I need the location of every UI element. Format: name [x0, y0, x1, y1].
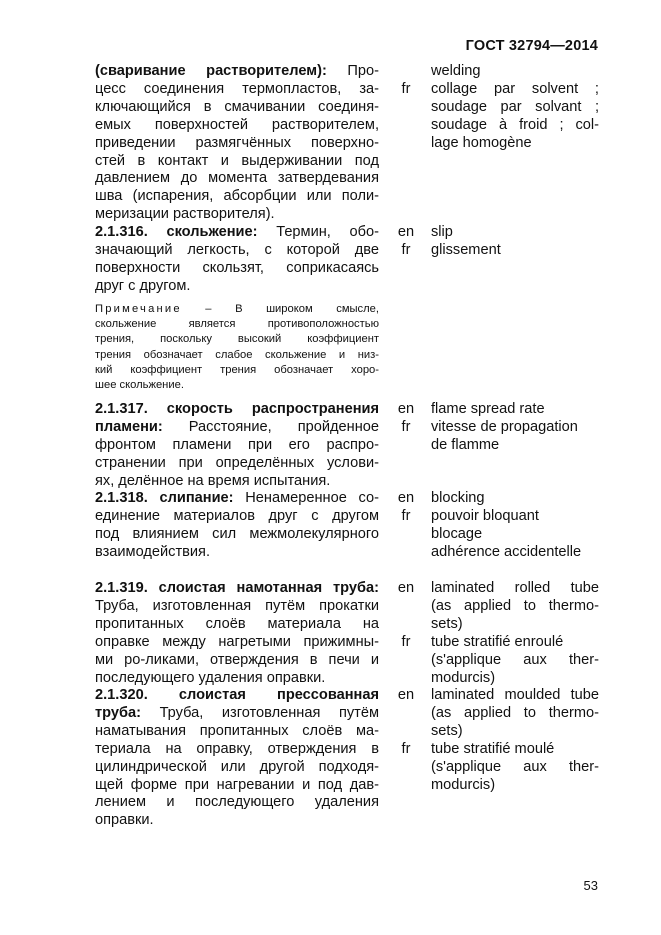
definition-line: [95, 188, 379, 206]
lang-code: fr: [401, 633, 411, 650]
definition-text: ми ро-ликами, отверждения в печи и: [95, 651, 379, 668]
definition-text: под влиянием сил межмолекулярного: [95, 525, 379, 542]
definition-line: [95, 794, 379, 812]
definition-line: [95, 437, 379, 455]
term-heading: 2.1.316. скольжение:: [95, 224, 258, 240]
lang-code: en: [397, 401, 415, 417]
lang-code: fr: [401, 80, 411, 97]
note-line: скольжение является противоположностью: [95, 318, 379, 331]
lang-code: en: [397, 687, 415, 703]
definition-line: [95, 723, 379, 741]
entry-lang-codes: [392, 490, 420, 526]
definition-line: [95, 705, 379, 723]
standard-header: ГОСТ 32794—2014: [465, 38, 598, 54]
entry-ru-text: [95, 401, 379, 491]
translation-term: modurcis): [431, 776, 496, 793]
definition-text: ключающийся в смачивании соединя-: [95, 98, 379, 115]
translation-term: welding: [431, 63, 481, 79]
definition-text: цилиндрической или другой подходя-: [95, 758, 379, 775]
lang-code: [392, 723, 420, 741]
definition-line: [95, 99, 379, 117]
definition-line: [95, 652, 379, 670]
definition-text: поверхности скользят, соприкасаясь: [95, 259, 379, 276]
entry-translations: [431, 224, 599, 260]
definition-line: [95, 81, 379, 99]
translation-term: tube stratifié enroulé: [431, 633, 564, 650]
entry-note: [95, 302, 379, 393]
definition-text: стей в контакт и выдерживании под: [95, 152, 379, 169]
lang-code: fr: [401, 740, 411, 757]
definition-line: [95, 544, 379, 562]
entry-lang-codes: [392, 224, 420, 260]
lang-code: fr: [401, 241, 411, 258]
translation-term: laminated rolled tube: [431, 580, 599, 596]
definition-text: взаимодействия.: [95, 543, 211, 560]
definition-line: [95, 687, 379, 705]
translation-term: adhérence accidentelle: [431, 543, 582, 560]
definition-line: [95, 63, 379, 81]
entry-translations: [431, 63, 599, 153]
definition-line: [95, 473, 379, 491]
definition-text: наматывания пропитанных слоёв ма-: [95, 722, 379, 739]
definition-line: [95, 634, 379, 652]
definition-text: друг с другом.: [95, 277, 191, 294]
translation-term: blocking: [431, 490, 485, 506]
translation-term: collage par solvent ;: [431, 80, 599, 97]
term-heading: пламени:: [95, 418, 163, 435]
definition-text: меризации растворителя).: [95, 206, 275, 223]
definition-text: цесс соединения термопластов, за-: [95, 80, 379, 97]
definition-text: Расстояние, пройденное: [162, 418, 379, 435]
definition-line: [95, 455, 379, 473]
translation-term: (s'applique aux ther-: [431, 758, 599, 775]
lang-code: fr: [401, 418, 411, 435]
definition-text: Труба, изготовленная путём: [140, 704, 379, 721]
term-heading: 2.1.317. скорость распространения: [95, 401, 379, 417]
translation-term: lage homogène: [431, 134, 532, 151]
lang-code: [392, 705, 420, 723]
definition-text: оправке между нагретыми прижимны-: [95, 633, 379, 650]
entry-ru-text: [95, 687, 379, 830]
term-heading: 2.1.320. слоистая прессованная: [95, 687, 379, 703]
definition-line: [95, 508, 379, 526]
definition-line: [95, 135, 379, 153]
lang-code: [392, 616, 420, 634]
definition-text: оправки.: [95, 812, 154, 829]
page-number: 53: [583, 878, 598, 893]
definition-text: шва (испарения, абсорбции или поли-: [95, 188, 379, 205]
definition-text: емых поверхностей растворителем,: [95, 116, 379, 133]
entry-ru-text: [95, 224, 379, 296]
definition-line: [95, 598, 379, 616]
entry-ru-text: [95, 580, 379, 687]
definition-text: последующего удаления оправки.: [95, 669, 326, 686]
translation-term: de flamme: [431, 436, 500, 453]
definition-text: ях, делённое на время испытания.: [95, 472, 331, 489]
definition-line: [95, 777, 379, 795]
entry-lang-codes: [392, 63, 420, 99]
entry-ru-text: [95, 63, 379, 224]
translation-term: sets): [431, 722, 463, 739]
note-line: кий коэффициент трения обозначает хоро-: [95, 363, 379, 376]
lang-code: [392, 598, 420, 616]
translation-term: blocage: [431, 525, 483, 542]
definition-text: Термин, обо-: [257, 224, 380, 240]
definition-line: [95, 812, 379, 830]
entry-translations: [431, 580, 599, 687]
translation-term: sets): [431, 615, 463, 632]
lang-code: en: [397, 490, 415, 506]
term-heading: (сваривание растворителем):: [95, 63, 327, 79]
translation-term: soudage par solvant ;: [431, 98, 599, 115]
term-heading: 2.1.319. слоистая намотанная труба:: [95, 580, 379, 596]
definition-line: [95, 206, 379, 224]
translation-term: modurcis): [431, 669, 496, 686]
definition-text: Труба, изготовленная путём прокатки: [95, 597, 379, 614]
note-line: шее скольжение.: [95, 379, 184, 392]
definition-line: [95, 242, 379, 260]
definition-line: [95, 616, 379, 634]
translation-term: tube stratifié moulé: [431, 740, 555, 757]
translation-term: vitesse de propagation: [431, 418, 578, 435]
translation-term: slip: [431, 224, 453, 240]
translation-term: (as applied to thermo-: [431, 704, 599, 721]
definition-line: [95, 759, 379, 777]
definition-line: [95, 117, 379, 135]
definition-text: значающий легкость, с которой две: [95, 241, 379, 258]
term-heading: труба:: [95, 704, 141, 721]
note-line: трения, поскольку высокий коэффициент: [95, 333, 379, 346]
definition-text: фронтом пламени при его распро-: [95, 436, 379, 453]
definition-text: пропитанных слоёв материала на: [95, 615, 379, 632]
definition-text: лением и последующего удаления: [95, 794, 379, 811]
definition-text: Про-: [326, 63, 379, 79]
note-line: – В широком смысле,: [181, 303, 379, 315]
definition-text: Ненамеренное со-: [233, 490, 379, 506]
entry-lang-codes: [392, 401, 420, 437]
translation-term: flame spread rate: [431, 401, 545, 417]
translation-term: laminated moulded tube: [431, 687, 599, 703]
translation-term: soudage à froid ; col-: [431, 116, 599, 133]
entry-ru-text: [95, 490, 379, 562]
lang-code: en: [397, 580, 415, 596]
term-heading: 2.1.318. слипание:: [95, 490, 234, 506]
lang-code: fr: [401, 507, 411, 524]
definition-text: единение материалов друг с другом: [95, 507, 379, 524]
note-label: Примечание: [95, 303, 182, 315]
definition-text: приведении размягчённых поверхно-: [95, 134, 379, 151]
lang-code: en: [397, 224, 415, 240]
translation-term: glissement: [431, 241, 501, 258]
entry-translations: [431, 490, 599, 562]
definition-line: [95, 224, 379, 242]
definition-line: [95, 153, 379, 171]
definition-line: [95, 490, 379, 508]
note-line: трения обозначает слабое скольжение и низ-: [95, 348, 379, 361]
definition-line: [95, 580, 379, 598]
definition-text: странении при определённых услови-: [95, 454, 379, 471]
translation-term: (as applied to thermo-: [431, 597, 599, 614]
translation-term: pouvoir bloquant: [431, 507, 539, 524]
entry-lang-codes: [392, 580, 420, 652]
definition-line: [95, 670, 379, 688]
definition-line: [95, 419, 379, 437]
entry-lang-codes: [392, 687, 420, 759]
translation-term: (s'applique aux ther-: [431, 651, 599, 668]
entry-translations: [431, 401, 599, 455]
entry-translations: [431, 687, 599, 794]
definition-text: давлением до момента затвердевания: [95, 170, 379, 187]
lang-code: [392, 63, 420, 81]
definition-text: щей форме при нагревании и под дав-: [95, 776, 379, 793]
definition-line: [95, 260, 379, 278]
definition-line: [95, 741, 379, 759]
definition-line: [95, 170, 379, 188]
definition-line: [95, 401, 379, 419]
definition-line: [95, 526, 379, 544]
definition-text: териала на оправку, отверждения в: [95, 740, 379, 757]
definition-line: [95, 278, 379, 296]
